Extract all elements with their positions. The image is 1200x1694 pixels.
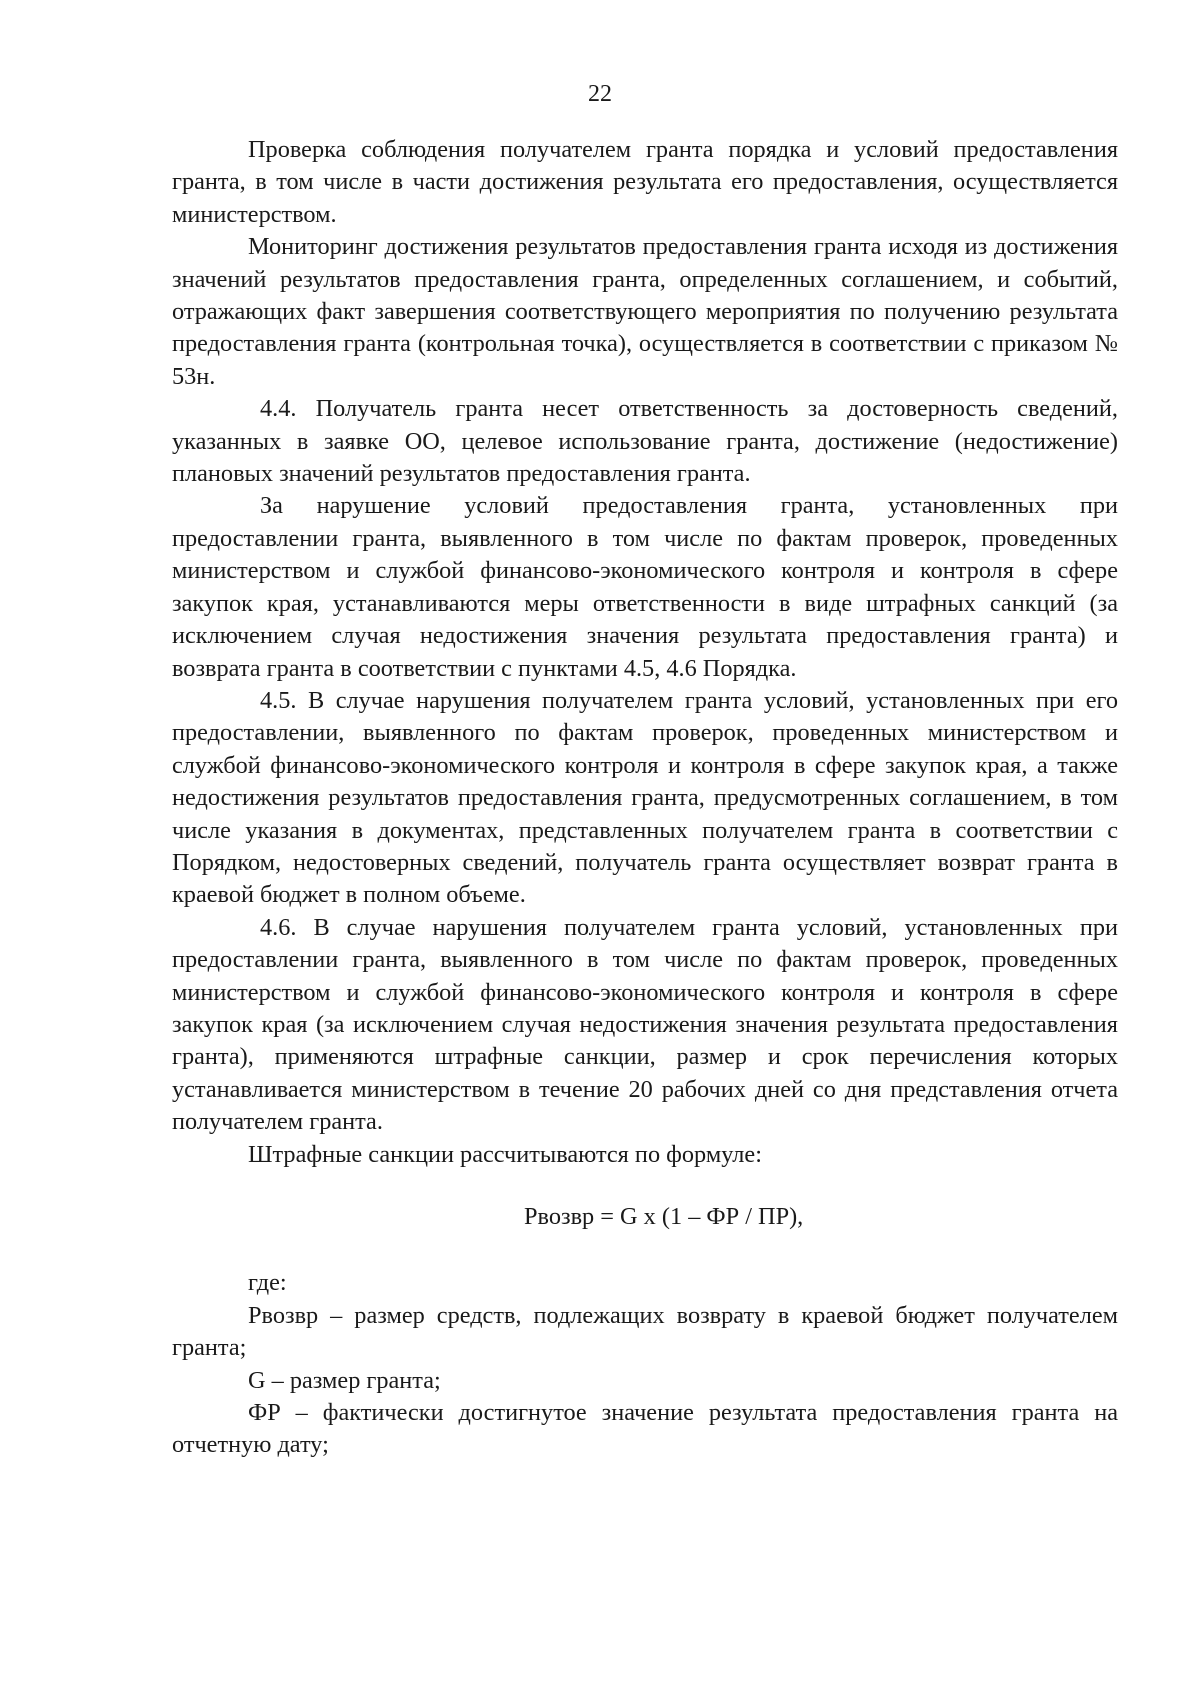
paragraph-where: где: <box>248 1269 287 1297</box>
page-number: 22 <box>588 81 612 107</box>
paragraph-formula-intro: Штрафные санкции рассчитываются по формуле: <box>248 1140 762 1168</box>
definition-rvozvr: Рвозвр – размер средств, подлежащих возврату в краевой бюджет получателем гранта; <box>172 1301 1118 1362</box>
paragraph-4-6: 4.6. В случае нарушения получателем гранта условий, установленных при предоставлении гранта, выявленного в том числе по фактам проверок, проведенных министерством и службой финансово-экономического контроля и контроля в сфере закупок края (за исключением случая недостижения значения результата предоставления гранта), применяются штрафные санкции, размер и срок перечисления которых устанавливается министерством в течение 20 рабочих дней со дня представления отчета получателем гранта. <box>172 913 1118 1136</box>
paragraph-monitoring: Мониторинг достижения результатов предоставления гранта исходя из достижения значений результатов предоставления гранта, определенных соглашением, и событий, отражающих факт завершения соответствующего мероприятия по получению результата предоставления гранта (контрольная точка), осуществляется в соответствии с приказом № 53н. <box>172 233 1118 390</box>
paragraph-4-4: 4.4. Получатель гранта несет ответственность за достоверность сведений, указанных в заявке ОО, целевое использование гранта, достижение (недостижение) плановых значений результатов предоставления гранта. <box>172 395 1118 488</box>
paragraph-4-5: 4.5. В случае нарушения получателем гранта условий, установленных при его предоставлении, выявленного по фактам проверок, проведенных министерством и службой финансово-экономического контроля и контроля в сфере закупок края, а также недостижения результатов предоставления гранта, предусмотренных соглашением, в том числе указания в документах, представленных получателем гранта в соответствии с Порядком, недостоверных сведений, получатель гранта осуществляет возврат гранта в краевой бюджет в полном объеме. <box>172 686 1118 909</box>
penalty-formula: Рвозвр = G x (1 – ФР / ПР), <box>524 1203 804 1230</box>
paragraph-verification: Проверка соблюдения получателем гранта порядка и условий предоставления гранта, в том числе в части достижения результата его предоставления, осуществляется министерством. <box>172 136 1118 228</box>
definition-g: G – размер гранта; <box>248 1366 441 1394</box>
document-body <box>172 134 1118 1462</box>
paragraph-violation: За нарушение условий предоставления гранта, установленных при предоставлении гранта, выявленного в том числе по фактам проверок, проведенных министерством и службой финансово-экономического контроля и контроля в сфере закупок края, устанавливаются меры ответственности в виде штрафных санкций (за исключением случая недостижения значения результата предоставления гранта) и возврата гранта в соответствии с пунктами 4.5, 4.6 Порядка. <box>172 492 1118 682</box>
definition-fr: ФР – фактически достигнутое значение результата предоставления гранта на отчетную дату; <box>172 1399 1118 1459</box>
